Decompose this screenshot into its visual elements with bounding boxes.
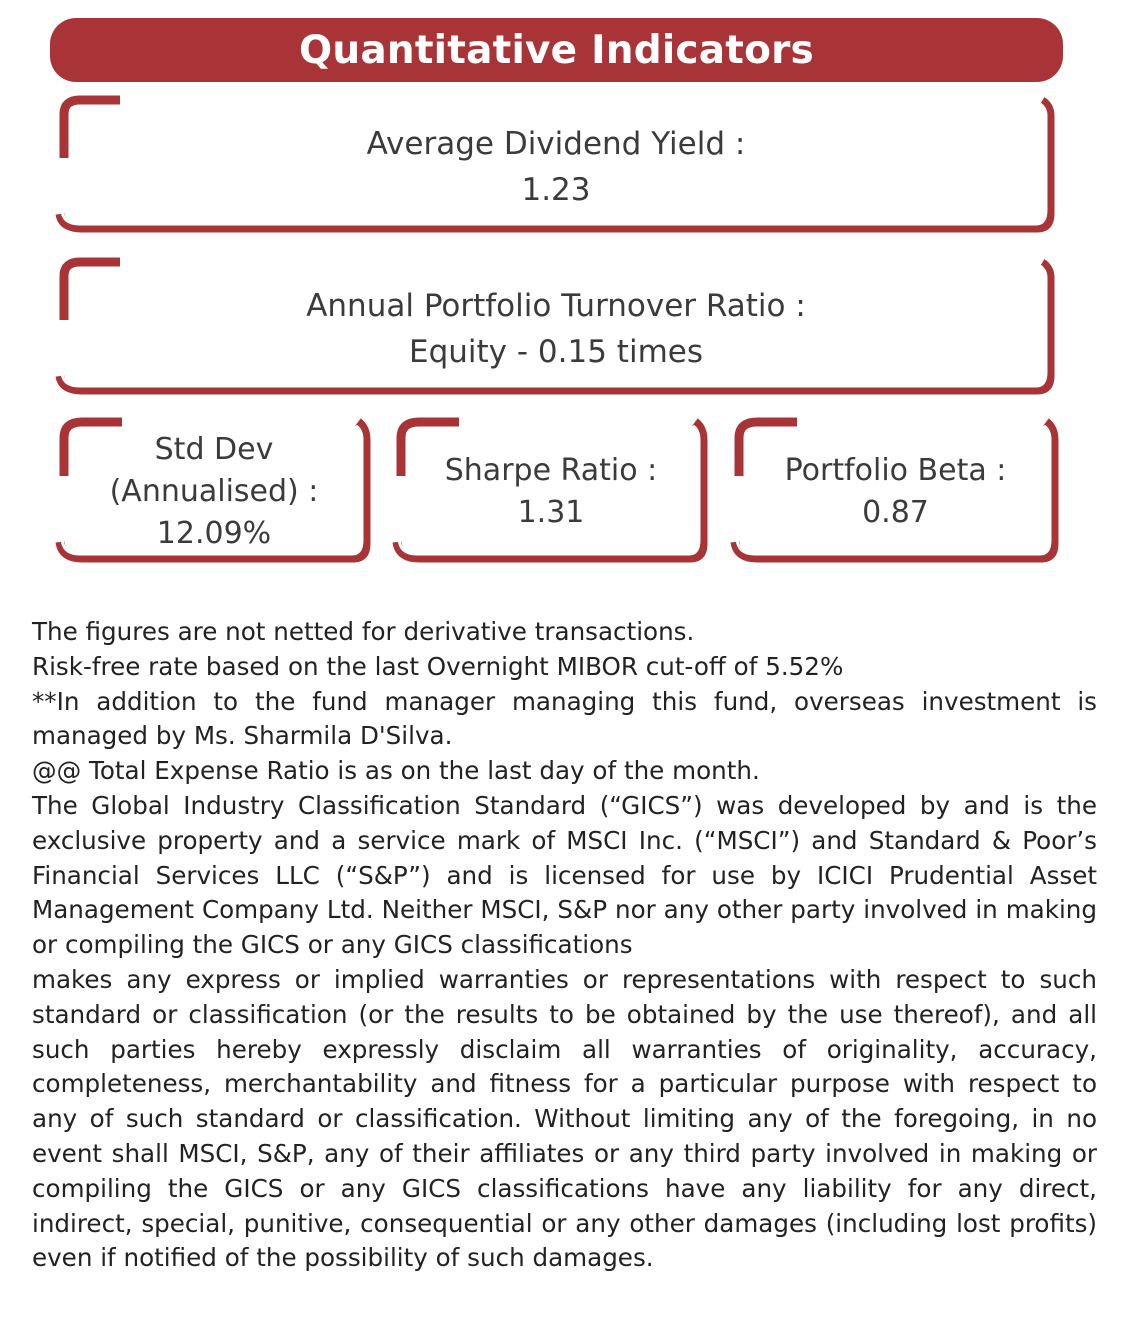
- footnote-overseas-manager: **In addition to the fund manager managing this fund, overseas investment is managed by Ms. Sharmila D'Silva.: [32, 686, 1097, 751]
- dividend-yield-label: Average Dividend Yield :: [366, 126, 746, 162]
- turnover-ratio-value: Equity - 0.15 times: [409, 334, 703, 370]
- footnote-derivatives: The figures are not netted for derivative transactions.: [32, 617, 695, 646]
- std-dev-label-line2: (Annualised) :: [109, 474, 319, 509]
- portfolio-beta-content: [729, 418, 1062, 566]
- footnotes: [32, 615, 1097, 1276]
- std-dev-content: [54, 418, 374, 566]
- std-dev-label-line1: Std Dev: [154, 432, 274, 467]
- std-dev-value: 12.09%: [156, 516, 272, 551]
- sharpe-ratio-card: [391, 418, 711, 566]
- std-dev-card: [54, 418, 374, 566]
- sharpe-ratio-label: Sharpe Ratio :: [444, 453, 658, 488]
- portfolio-beta-label: Portfolio Beta :: [784, 453, 1007, 488]
- footnote-risk-free-rate: Risk-free rate based on the last Overnight MIBOR cut-off of 5.52%: [32, 651, 844, 681]
- turnover-ratio-content: [54, 258, 1058, 400]
- footnote-expense-ratio: @@ Total Expense Ratio is as on the last day of the month.: [32, 756, 760, 786]
- footnote-gics-disclaimer-part1: The Global Industry Classification Standard (“GICS”) was developed by and is the exclusive property and a service mark of MSCI Inc. (“MSCI”) and Standard & Poor’s Financial Services LLC (“S&P”) and is licensed for use by ICICI Prudential Asset Management Company Ltd. Neither MSCI, S&P nor any other party involved in making or compiling the GICS or any GICS classifications: [32, 790, 1097, 960]
- dividend-yield-content: [54, 96, 1058, 238]
- dividend-yield-value: 1.23: [521, 172, 591, 208]
- sharpe-ratio-value: 1.31: [517, 495, 585, 530]
- footnote-gics-disclaimer-part2: makes any express or implied warranties or representations with respect to such standard or classification (or the results to be obtained by the use thereof), and all such parties hereby expressly disclaim all warranties of originality, accuracy, completeness, merchantability and fitness for a particular purpose with respect to any of such standard or classification. Without limiting any of the foregoing, in no event shall MSCI, S&P, any of their affiliates or any third party involved in making or compiling the GICS or any GICS classifications have any liability for any direct, indirect, special, punitive, consequential or any other damages (including lost profits) even if notified of the possibility of such damages.: [32, 964, 1097, 1273]
- page-title: Quantitative Indicators: [299, 27, 814, 73]
- portfolio-beta-card: [729, 418, 1062, 566]
- page-title-banner: [50, 18, 1063, 82]
- portfolio-beta-value: 0.87: [862, 495, 929, 530]
- sharpe-ratio-content: [391, 418, 711, 566]
- turnover-ratio-label: Annual Portfolio Turnover Ratio :: [306, 288, 806, 324]
- dividend-yield-card: [54, 96, 1058, 238]
- turnover-ratio-card: [54, 258, 1058, 400]
